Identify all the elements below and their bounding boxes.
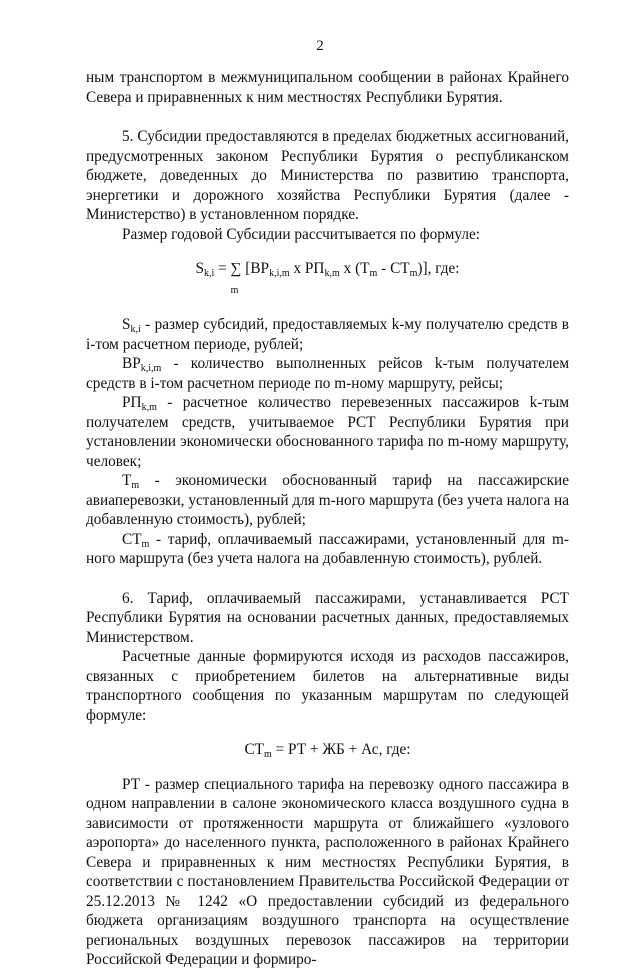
def-symbol-sub: k,i,m (140, 363, 162, 374)
formula-ct-sub: m (409, 268, 418, 279)
formula-lhs: S (195, 260, 204, 277)
def-symbol: T (122, 472, 132, 489)
formula-t-sub: m (369, 268, 378, 279)
def-symbol-sub: k,i (130, 324, 141, 335)
formula-ct: СТ (390, 260, 410, 277)
def-symbol-sub: m (131, 480, 140, 491)
paragraph-6: 6. Тариф, оплачиваемый пассажирами, устанавливается РСТ Республики Бурятия на основании расчетных данных, предоставляемых Министерством. (86, 589, 569, 646)
formula-intro: Размер годовой Субсидии рассчитывается по формуле: (122, 225, 481, 243)
paragraph-continuation: ным транспортом в межмуниципальном сообщении в районах Крайнего Севера и приравненных к ним местностях Республики Бурятия. (86, 69, 569, 106)
formula-br: ВР (250, 260, 270, 277)
def-symbol: S (122, 316, 131, 333)
formula-rp-sub: k,m (324, 268, 340, 279)
page-number: 2 (316, 38, 324, 54)
tariff-formula (86, 740, 569, 760)
formula-br-sub: k,i,m (269, 268, 290, 279)
formula-x2: x ( (339, 260, 361, 277)
definition-ct (86, 530, 569, 569)
def-text: - расчетное количество перевезенных пассажиров k-тым получателем средств, учитываемое РСТ Республики Бурятия при установлении экономически обоснованного тарифа по m-ному маршруту, человек; (86, 394, 569, 470)
def-text: - тариф, оплачиваемый пассажирами, установленный для m-ного маршрута (без учета налога на добавленную стоимость), рублей. (86, 530, 569, 567)
formula-lhs-sub: k,i (203, 268, 215, 279)
formula-x1: x (289, 260, 305, 277)
formula-minus: - (377, 260, 391, 277)
formula-tail: )], где: (417, 260, 460, 277)
sum-index: m (230, 284, 239, 296)
def-text: - экономически обоснованный тариф на пассажирские авиаперевозки, установленный для m-ного маршрута (без учета налога на добавленную стоимость), рублей; (86, 472, 569, 528)
def-text: - количество выполненных рейсов k-тым получателем средств в i-том расчетном периоде по m-ному маршруту, рейсы; (86, 355, 569, 392)
subsidy-formula (86, 259, 569, 300)
def-symbol-sub: m (141, 538, 150, 550)
definition-rp (86, 393, 569, 471)
def-symbol: СТ (122, 530, 142, 548)
formula2-rhs: = РТ + ЖБ + Ас, где: (271, 741, 411, 758)
paragraph-5: 5. Субсидии предоставляются в пределах бюджетных ассигнований, предусмотренных законом Республики Бурятия о республиканском бюджете, доведенных до Министерства по развитию транспорта, энергетики и дорожного хозяйства Республики Бурятия (далее - Министерство) в установленном порядке. (86, 128, 569, 223)
formula2-lhs-sub: m (263, 749, 272, 760)
sum-symbol (214, 260, 250, 277)
def-symbol: РП (122, 394, 142, 411)
def-symbol-sub: k,m (141, 402, 157, 413)
paragraph-6-calc: Расчетные данные формируются исходя из расходов пассажиров, связанных с приобретением билетов на альтернативные виды транспортного сообщения по указанным маршрутам по следующей формуле: (86, 648, 569, 724)
formula2-lhs: СТ (244, 741, 264, 758)
def-text: - размер субсидий, предоставляемых k-му получателю средств в i-том расчетном периоде, рублей; (86, 316, 569, 353)
definition-t (86, 471, 569, 530)
definition-rt: РТ - размер специального тарифа на перевозку одного пассажира в одном направлении в салоне экономического класса воздушного судна в зависимости от протяженности маршрута от ближайшего «узлового аэропорта» до населенного пункта, расположенного в районах Крайнего Севера и приравненных к ним местностях Республики Бурятия, в соответствии с постановлением Правительства Российской Федерации от 25.12.2013 № 1242 «О предоставлении субсидий из федерального бюджета организациям воздушного транспорта на осуществление региональных воздушных перевозок пассажиров на территории Российской Федерации и формиро- (86, 775, 569, 968)
formula-rp: РП (304, 260, 325, 277)
sum-text: = ∑ [ (214, 260, 251, 277)
def-symbol: ВР (122, 355, 141, 372)
definition-br (86, 354, 569, 393)
formula-t: T (360, 260, 370, 277)
document-body (86, 68, 569, 970)
definition-s (86, 315, 569, 354)
